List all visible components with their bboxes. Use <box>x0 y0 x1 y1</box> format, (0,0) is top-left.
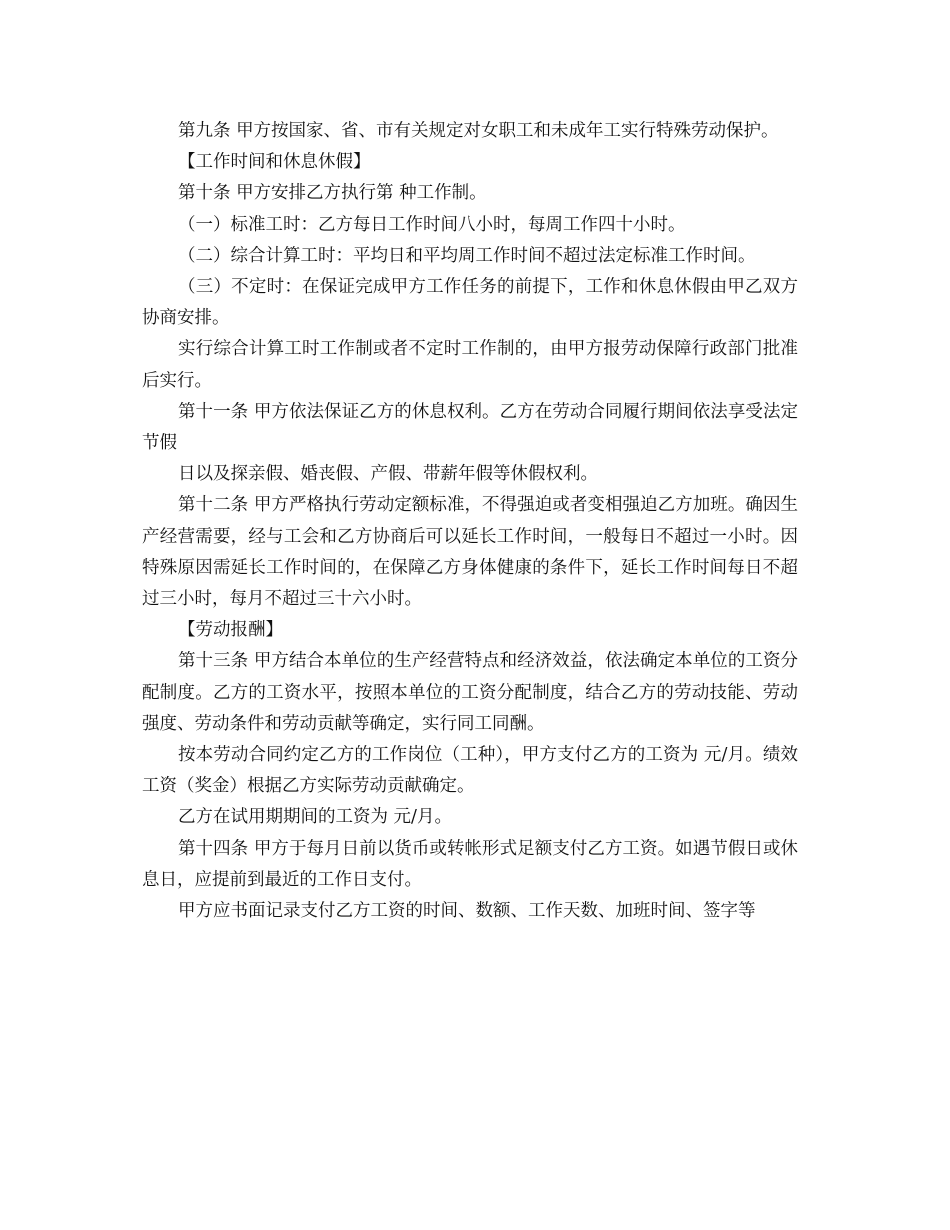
article-12-paragraph: 第十二条 甲方严格执行劳动定额标准，不得强迫或者变相强迫乙方加班。确因生产经营需要，经与工会和乙方协商后可以延长工作时间，一般每日不超过一小时。因特殊原因需延长工作时间的，在保障乙方身体健康的条件下，延长工作时间每日不超过三小时，每月不超过三十六小时。 <box>142 495 798 610</box>
article-14-paragraph: 第十四条 甲方于每月日前以货币或转帐形式足额支付乙方工资。如遇节假日或休息日，应提前到最近的工作日支付。 <box>142 838 798 890</box>
leave-rights-paragraph: 日以及探亲假、婚丧假、产假、带薪年假等休假权利。 <box>178 464 598 485</box>
document-body <box>142 116 798 927</box>
payroll-record-paragraph: 甲方应书面记录支付乙方工资的时间、数额、工作天数、加班时间、签字等 <box>178 901 756 922</box>
standard-hours-item: （一）标准工时：乙方每日工作时间八小时，每周工作四十小时。 <box>178 214 686 235</box>
article-9-paragraph: 第九条 甲方按国家、省、市有关规定对女职工和未成年工实行特殊劳动保护。 <box>178 121 779 141</box>
article-11-paragraph: 第十一条 甲方依法保证乙方的休息权利。乙方在劳动合同履行期间依法享受法定节假 <box>142 401 798 454</box>
approval-paragraph: 实行综合计算工时工作制或者不定时工作制的，由甲方报劳动保障行政部门批准后实行。 <box>142 339 798 391</box>
article-13-paragraph: 第十三条 甲方结合本单位的生产经营特点和经济效益，依法确定本单位的工资分配制度。乙方的工资水平，按照本单位的工资分配制度，结合乙方的劳动技能、劳动强度、劳动条件和劳动贡献等确定，实行同工同酬。 <box>142 651 798 734</box>
comprehensive-hours-item: （二）综合计算工时：平均日和平均周工作时间不超过法定标准工作时间。 <box>178 245 756 266</box>
probation-salary-paragraph: 乙方在试用期期间的工资为 元/月。 <box>178 807 452 828</box>
salary-paragraph: 按本劳动合同约定乙方的工作岗位（工种），甲方支付乙方的工资为 元/月。绩效工资（奖金）根据乙方实际劳动贡献确定。 <box>142 745 798 797</box>
section-heading-remuneration: 【劳动报酬】 <box>178 620 283 641</box>
flexible-hours-item: （三）不定时：在保证完成甲方工作任务的前提下，工作和休息休假由甲乙双方协商安排。 <box>142 277 798 329</box>
section-heading-working-hours: 【工作时间和休息休假】 <box>178 152 371 173</box>
article-10-paragraph: 第十条 甲方安排乙方执行第 种工作制。 <box>178 183 487 204</box>
